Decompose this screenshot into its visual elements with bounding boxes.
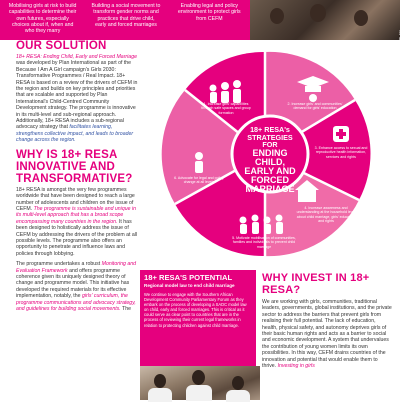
strategy-4-label: 4. Increase awareness and understanding at the household level about child marriage, girls' education and rights	[296, 206, 356, 224]
strategies-infographic	[145, 40, 385, 268]
invest-heading: WHY INVEST IN 18+ RESA?	[262, 272, 370, 296]
strategies-title-line-2: STRATEGIES FOR	[247, 132, 293, 150]
strategies-title-line-3: ENDING CHILD,	[252, 147, 288, 167]
invest-text	[262, 299, 392, 369]
classroom-photo	[140, 366, 260, 400]
strategies-title-line-4: EARLY AND	[244, 165, 296, 176]
photo-credit: PLAN	[397, 30, 402, 41]
potential-text: We continue to engage with the Southern African Development Community Parliamentary Forum as they embark on the process of developing a SADC model law on child, early and forced marriages. This is critical as it could serve as clear point to countries that are in the process of reviewing their current legal frameworks in relation to protecting children against child marriage.	[144, 292, 247, 328]
our-solution-tail: facilitates learning, strengthens collective impact, and leads to broader change across the region.	[16, 124, 134, 144]
banner-column-legal: Enabling legal and policy environment to protect girls from CEFM	[178, 3, 241, 22]
potential-title: 18+ RESA'S POTENTIAL	[144, 273, 233, 282]
banner-column-girls: Mobilising girls at risk to build capabilities to determine their own futures, especially choices about if, when and who they marry	[8, 3, 77, 35]
strategy-3-label: 3. Enhance access to sexual and reproductive health information, services and rights	[314, 146, 368, 159]
our-solution-heading: OUR SOLUTION	[16, 40, 107, 52]
why-text-1	[16, 187, 140, 257]
strategy-2-label: 2. Increase girls' and communities' demand for girls' education	[287, 102, 343, 111]
why-tail-1: It has been designed to holistically address the issue of CEFM by addressing the drivers of the problem at all possible levels. The programme also offers an opportunity to penetrate and influence laws and policies through lobbying.	[16, 218, 138, 257]
banner-column-movement: Building a social movement to transform gender norms and practices that drive child, early and forced marriages	[91, 3, 161, 28]
strategies-title-line-6: MARRIAGE	[245, 183, 295, 194]
strategy-1-label: 1. Increase girls' capabilities through safe spaces and group formation	[201, 102, 251, 115]
top-banner	[0, 0, 400, 40]
potential-box	[140, 270, 256, 366]
why-highlight-1: The programme is sustainable and unique in its multi-level approach that has a broad scope encompassing many countries in the region.	[16, 205, 136, 225]
why-body-1: 18+ RESA is amongst the very few programmes worldwide that have been designed to reach a large number of adolescents and children on the issue of CEFM.	[16, 186, 135, 212]
strategy-6-label: 6. Advocate for legal and policy change at all levels	[174, 176, 224, 185]
banner-columns	[0, 0, 250, 40]
banner-photo	[250, 0, 400, 40]
strategy-5-label: 5. Motivate mobilisation of communities, families and individuals to prevent child marriage	[232, 236, 296, 249]
strategies-title	[240, 126, 300, 194]
why-text-2	[16, 261, 140, 312]
strategies-title-line-5: FORCED	[251, 174, 289, 185]
why-body-2: The programme undertakes a robust	[16, 261, 101, 268]
right-column	[262, 272, 392, 369]
our-solution-text	[16, 54, 140, 144]
left-column	[16, 40, 140, 312]
why-heading: WHY IS 18+ RESA INNOVATIVE AND TRANSFORMATIVE?	[16, 148, 133, 185]
strategies-title-line-1: 18+ RESA's	[250, 125, 290, 134]
why-tail-2: and offers programme coherence given its uniquely designed theory of change and programme model. This initiative has developed the required materials for its effective implementation, notably, the	[16, 267, 130, 300]
invest-tail: Investing in girls	[277, 363, 315, 370]
health-icon	[333, 126, 349, 142]
why-highlight-3: girls' curriculum, the programme communications and advocacy strategy, and guidelines for building social movements.	[16, 293, 136, 312]
why-end-2: The	[122, 306, 131, 312]
our-solution-lead: 18+ RESA: Ending Child, Early and Forced Marriage	[16, 54, 137, 60]
why-highlight-2: Monitoring and Evaluation Framework	[16, 261, 136, 274]
invest-body: We are working with girls, communities, traditional leaders, governments, global institutions, and the private sector to address the barriers that prevent girls from realising their full potential. The lack of education, health, physical safety, and autonomy deprives girls of their basic human rights and acts as a barrier to social and economic development. A system that undervalues the contribution of young women limits its own possibilities. In this way, CEFM drains countries of the innovation and potential that would enable them to thrive.	[262, 299, 392, 370]
our-solution-body: was developed by Plan International as part of the Because I Am A Girl campaign's Girls 2030: Transformative Programmes / Real Impact. 18+ RESA is based on a review of the drivers of CEFM in the region and builds on key principles and priorities that are scalable and supported by Plan International's Child-Centred Community Development strategy. The programme is innovative in its multi-level and sub-regional approach. Additionally, 18+ RESA includes a sub-regional advocacy strategy that	[16, 60, 138, 131]
potential-subtitle: Regional model law to end child marriage	[144, 283, 235, 288]
megaphone-icon	[195, 152, 203, 173]
